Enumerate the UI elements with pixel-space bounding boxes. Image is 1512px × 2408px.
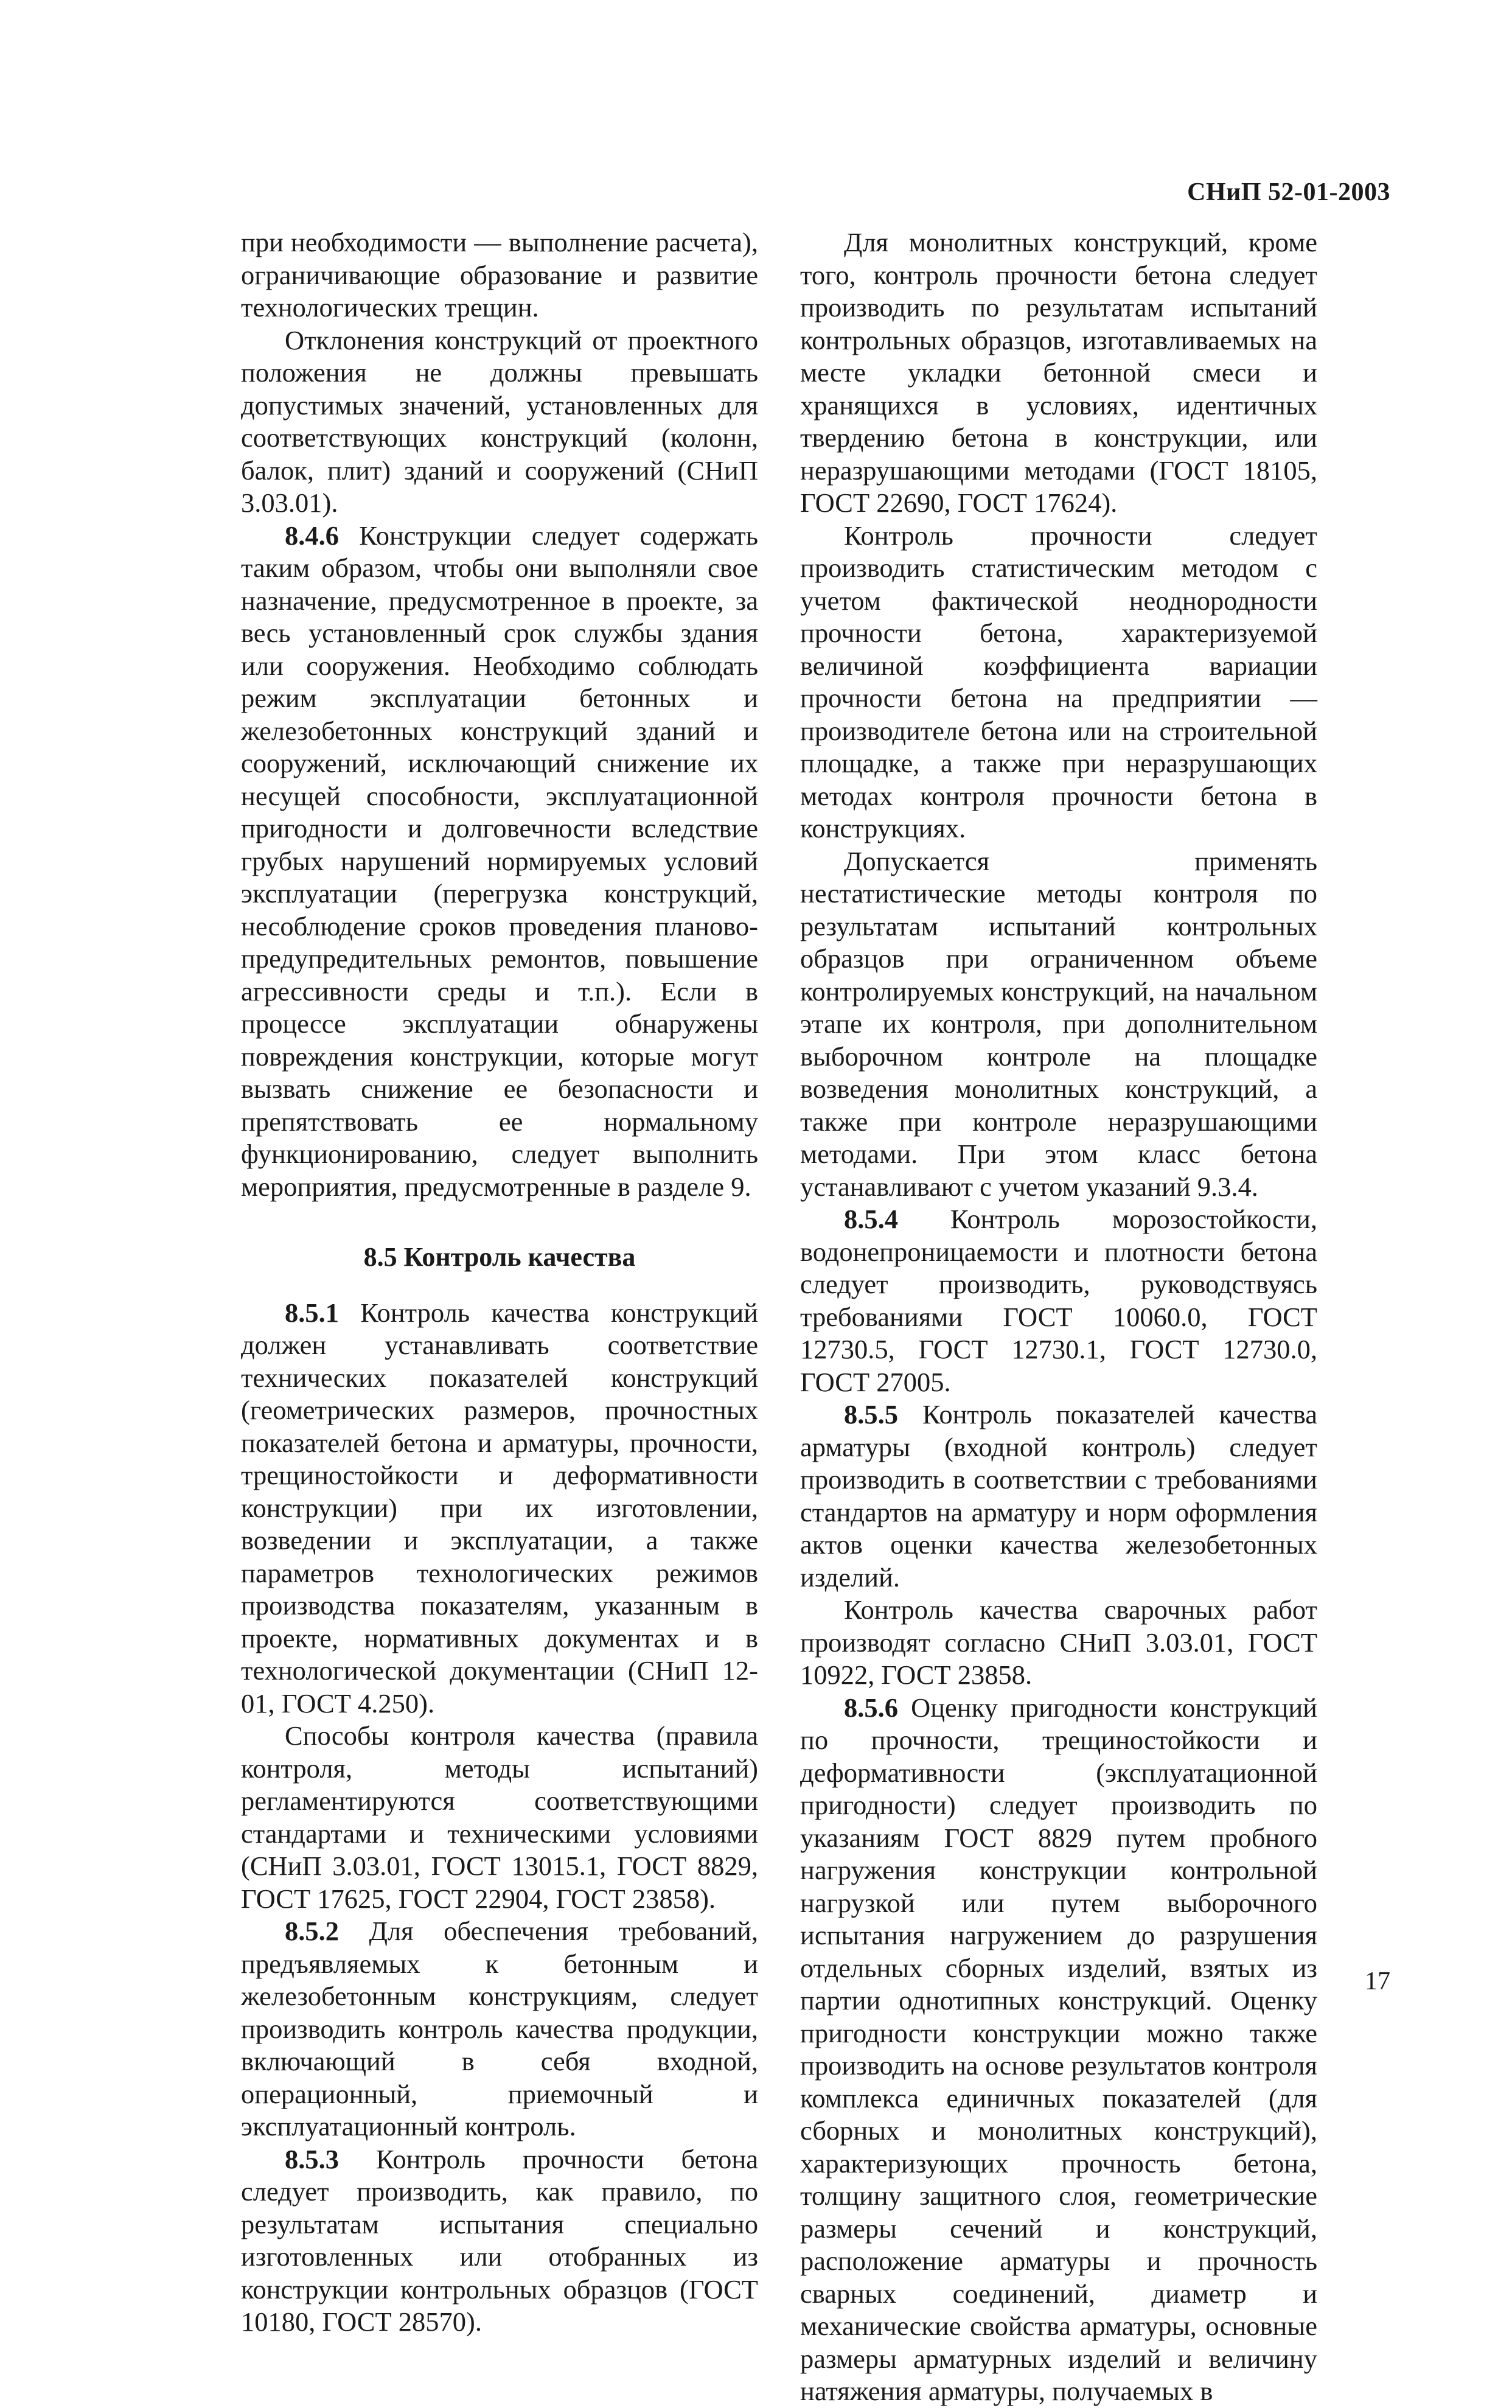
clause-text: Конструкции следует содержать таким образом, чтобы они выполняли свое назначение, предусмотренное в проекте, за весь установленный срок службы здания или сооружения. Необходимо соблюдать режим эксплуатации бетонных и железобетонных конструкций зданий и сооружений, исключающий снижение их несущей способности, эксплуатационной пригодности и долговечности вследствие грубых нарушений нормируемых условий эксплуатации (перегрузка конструкций, несоблюдение сроков проведения планово-предупредительных ремонтов, повышение агрессивности среды и т.п.). Если в процессе эксплуатации обнаружены повреждения конструкции, которые могут вызвать снижение ее безопасности и препятствовать ее нормальному функционированию, следует выполнить мероприятия, предусмотренные в разделе 9. bbox=[241, 520, 758, 1202]
paragraph: Способы контроля качества (правила контроля, методы испытаний) регламентируются соответствующими стандартами и техническими условиями (СНиП 3.03.01, ГОСТ 13015.1, ГОСТ 8829, ГОСТ 17625, ГОСТ 22904, ГОСТ 23858). bbox=[241, 1720, 758, 1914]
clause-number: 8.5.2 bbox=[285, 1916, 339, 1946]
paragraph: Отклонения конструкций от проектного положения не должны превышать допустимых значений, установленных для соответствующих конструкций (колонн, балок, плит) зданий и сооружений (СНиП 3.03.01). bbox=[241, 324, 758, 518]
clause-text: Оценку пригодности конструкций по прочности, трещиностойкости и деформативности (эксплуатационной пригодности) следует производить по указаниям ГОСТ 8829 путем пробного нагружения конструкции контрольной нагрузкой или путем выборочного испытания нагружением до разрушения отдельных сборных изделий, взятых из партии однотипных конструкций. Оценку пригодности конструкции можно также производить на основе результатов контроля комплекса единичных показателей (для сборных и монолитных конструкций), характеризующих прочность бетона, толщину защитного слоя, геометрические размеры сечений и конструкций, расположение арматуры и прочность сварных соединений, диаметр и механические свойства арматуры, основные размеры арматурных изделий и величину натяжения арматуры, получаемых в bbox=[800, 1692, 1317, 2406]
page-number: 17 bbox=[1365, 1967, 1390, 1995]
clause-number: 8.4.6 bbox=[285, 520, 339, 551]
clause-text: Для обеспечения требований, предъявляемых к бетонным и железобетонным конструкциям, следует производить контроль качества продукции, включающий в себя входной, операционный, приемочный и эксплуатационный контроль. bbox=[241, 1916, 758, 2141]
clause-text: Контроль показателей качества арматуры (входной контроль) следует производить в соответствии с требованиями стандартов на арматуру и норм оформления актов оценки качества железобетонных изделий. bbox=[800, 1399, 1317, 1593]
clause-number: 8.5.4 bbox=[844, 1204, 898, 1234]
paragraph: при необходимости — выполнение расчета), ограничивающие образование и развитие технологических трещин. bbox=[241, 227, 758, 323]
clause-8-5-5 bbox=[800, 1398, 1317, 1594]
left-text-column bbox=[241, 226, 758, 2339]
clause-8-5-3 bbox=[241, 2143, 758, 2339]
clause-8-5-2 bbox=[241, 1915, 758, 2143]
paragraph: Для монолитных конструкций, кроме того, контроль прочности бетона следует производить по результатам испытаний контрольных образцов, изготавливаемых на месте укладки бетонной смеси и хранящихся в условиях, идентичных твердению бетона в конструкции, или неразрушающими методами (ГОСТ 18105, ГОСТ 22690, ГОСТ 17624). bbox=[800, 227, 1317, 518]
clause-text: Контроль морозостойкости, водонепроницаемости и плотности бетона следует производить, руководствуясь требованиями ГОСТ 10060.0, ГОСТ 12730.5, ГОСТ 12730.1, ГОСТ 12730.0, ГОСТ 27005. bbox=[800, 1204, 1317, 1397]
right-text-column bbox=[800, 226, 1317, 2408]
section-title: 8.5 Контроль качества bbox=[363, 1242, 636, 1272]
clause-number: 8.5.3 bbox=[285, 2143, 339, 2174]
clause-number: 8.5.1 bbox=[285, 1297, 339, 1328]
clause-number: 8.5.6 bbox=[844, 1692, 898, 1723]
clause-number: 8.5.5 bbox=[844, 1399, 898, 1429]
document-code-header: СНиП 52-01-2003 bbox=[1187, 178, 1390, 206]
clause-8-5-4 bbox=[800, 1203, 1317, 1398]
clause-8-5-1 bbox=[241, 1297, 758, 1720]
clause-text: Контроль прочности бетона следует производить, как правило, по результатам испытания специально изготовленных или отобранных из конструкции контрольных образцов (ГОСТ 10180, ГОСТ 28570). bbox=[241, 2143, 758, 2337]
paragraph: Допускается применять нестатистические методы контроля по результатам испытаний контрольных образцов при ограниченном объеме контролируемых конструкций, на начальном этапе их контроля, при дополнительном выборочном контроле на площадке возведения монолитных конструкций, а также при контроле неразрушающими методами. При этом класс бетона устанавливают с учетом указаний 9.3.4. bbox=[800, 845, 1317, 1202]
clause-8-4-6 bbox=[241, 520, 758, 1204]
clause-8-5-6 bbox=[800, 1692, 1317, 2408]
paragraph: Контроль качества сварочных работ производят согласно СНиП 3.03.01, ГОСТ 10922, ГОСТ 23858. bbox=[800, 1594, 1317, 1690]
paragraph: Контроль прочности следует производить статистическим методом с учетом фактической неоднородности прочности бетона, характеризуемой величиной коэффициента вариации прочности бетона на предприятии — производителе бетона или на строительной площадке, а также при неразрушающих методах контроля прочности бетона в конструкциях. bbox=[800, 520, 1317, 843]
clause-text: Контроль качества конструкций должен устанавливать соответствие технических показателей конструкций (геометрических размеров, прочностных показателей бетона и арматуры, прочности, трещиностойкости и деформативности конструкции) при их изготовлении, возведении и эксплуатации, а также параметров технологических режимов производства показателям, указанным в проекте, нормативных документах и в технологической документации (СНиП 12-01, ГОСТ 4.250). bbox=[241, 1297, 758, 1719]
